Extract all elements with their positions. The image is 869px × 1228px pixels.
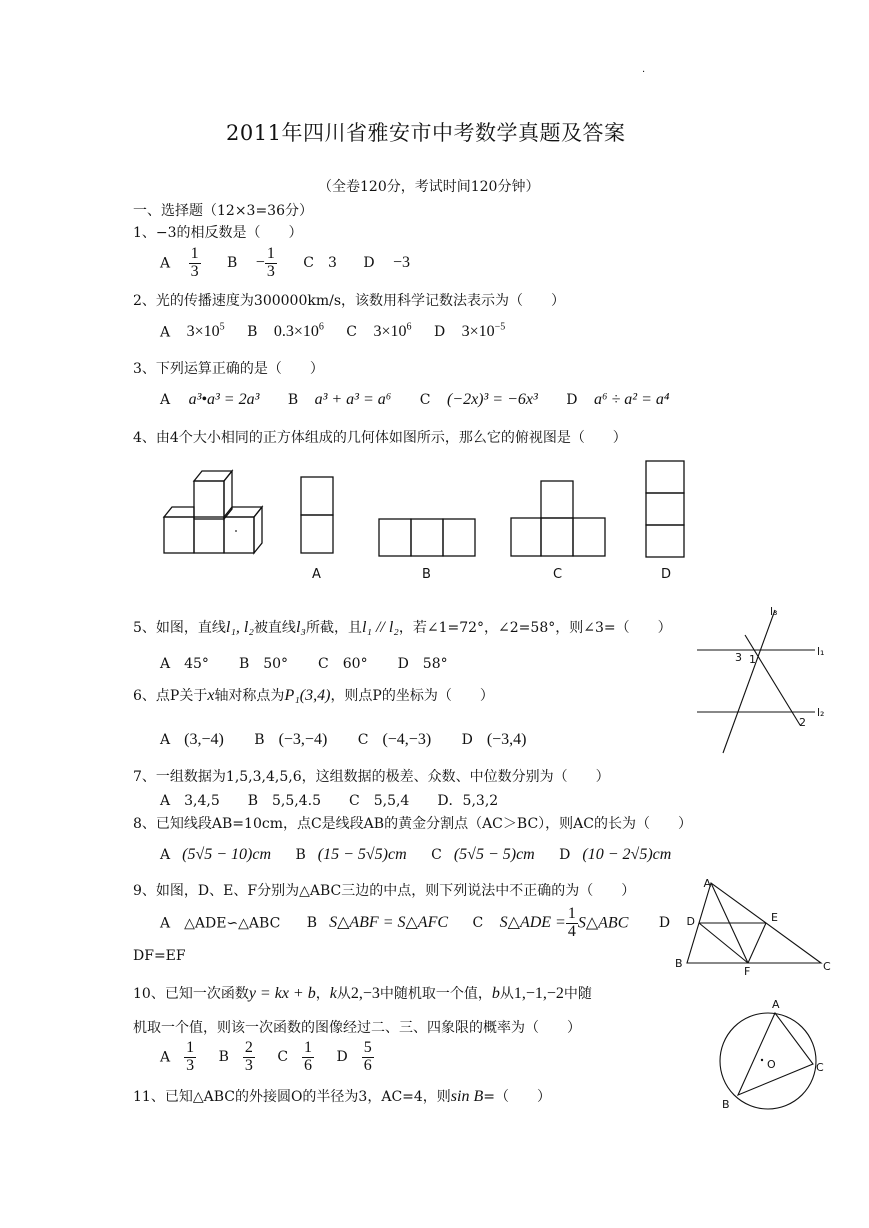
- question-1-stem: 1、−3的相反数是（ ）: [133, 225, 303, 241]
- option-d-value: $3\times 10^{-5}$: [461, 322, 506, 341]
- corner-dot: .: [642, 64, 646, 75]
- question-6-options: A (3,−4) B (−3,−4) C (−4,−3) D (−3,4): [160, 731, 527, 748]
- option-c-value: $3\times 10^6$: [373, 322, 412, 341]
- vertex-a-label: A: [772, 998, 780, 1011]
- question-9-options: A △ADE∽△ABC B S△ABF = S△AFC C S△ADE = $\frac{1}{4}$ S△ABC D: [160, 905, 671, 940]
- option-a-value: $\frac{1}{3}$: [190, 245, 199, 280]
- angle-3-label: 3: [735, 651, 742, 664]
- question-5-stem: 5、如图，直线l₁, l₂被直线l₃所截，且l₁ // l₂，若∠1=72°，∠2=58°，则∠3=（ ）: [133, 619, 672, 636]
- question-11-stem: 11、已知△ABC的外接圆O的半径为3，AC=4，则sin B=（ ）: [133, 1088, 551, 1105]
- option-d-value: −3: [393, 254, 411, 272]
- question-6-stem: 6、点P关于x轴对称点为P₁(3,4)，则点P的坐标为（ ）: [133, 687, 494, 704]
- line-l2-label: l₂: [817, 706, 825, 719]
- vertex-b-label: B: [722, 1098, 730, 1111]
- figure-label-d: D: [661, 567, 672, 582]
- vertex-f-label: F: [744, 965, 751, 978]
- vertex-a-label: A: [703, 877, 711, 890]
- vertex-b-label: B: [675, 957, 683, 970]
- figure-label-a: A: [312, 567, 321, 582]
- option-c-value: (−2x)³ = −6x³: [446, 391, 538, 408]
- question-8-stem: 8、已知线段AB=10cm，点C是线段AB的黄金分割点（AC＞BC），则AC的长为（ ）: [133, 816, 692, 832]
- line-l3-label: l₃: [770, 605, 778, 618]
- page-title: 2011年四川省雅安市中考数学真题及答案: [226, 121, 626, 145]
- question-7-stem: 7、一组数据为1,5,3,4,5,6，这组数据的极差、众数、中位数分别为（ ）: [133, 769, 610, 785]
- angle-2-label: 2: [799, 716, 806, 729]
- question-10-stem: 10、已知一次函数y = kx + b，k从2,−3中随机取一个值，b从1,−1,−2中随: [133, 985, 592, 1002]
- center-o-label: O: [767, 1058, 776, 1071]
- question-8-options: A (5√5 − 10)cm B (15 − 5√5)cm C (5√5 − 5)cm D (10 − 2√5)cm: [160, 846, 672, 863]
- exam-info: （全卷120分，考试时间120分钟）: [318, 179, 540, 195]
- vertex-d-label: D: [686, 915, 695, 928]
- question-2-stem: 2、光的传播速度为300000km/s，该数用科学记数法表示为（ ）: [133, 293, 566, 309]
- question-4-stem: 4、由4个大小相同的正方体组成的几何体如图所示，那么它的俯视图是（ ）: [133, 430, 627, 446]
- question-9-option-d-value: DF=EF: [133, 948, 186, 964]
- option-b-value: a³ + a³ = a⁶: [314, 391, 392, 408]
- angle-1-label: 1: [749, 653, 756, 666]
- question-9-stem: 9、如图，D、E、F分别为△ABC三边的中点，则下列说法中不正确的为（ ）: [133, 883, 636, 899]
- line-l1-label: l₁: [817, 645, 825, 658]
- vertex-e-label: E: [771, 911, 778, 924]
- option-b-figure: [378, 518, 478, 558]
- question-5-options: A 45° B 50° C 60° D 58°: [160, 656, 448, 672]
- option-d-value: a⁶ ÷ a² = a⁴: [593, 391, 670, 408]
- option-a-label: A: [160, 255, 171, 272]
- circumcircle-figure: [712, 995, 832, 1115]
- option-c-label: C 3: [303, 255, 337, 272]
- figure-label-c: C: [553, 567, 563, 582]
- question-1-options: A $\frac{1}{3}$ B − $\frac{1}{3}$ C 3 D −3: [160, 245, 411, 280]
- question-3-stem: 3、下列运算正确的是（ ）: [133, 361, 324, 377]
- question-7-options: A 3,4,5 B 5,5,4.5 C 5,5,4 D．5,3,2: [160, 793, 499, 809]
- question-10-options: A $\frac{1}{3}$ B $\frac{2}{3}$ C $\frac{1}{6}$ D $\frac{5}{6}$: [160, 1039, 372, 1074]
- option-b-value: $\frac{1}{3}$: [266, 245, 275, 280]
- triangle-midpoints-figure: [675, 875, 835, 978]
- option-d-figure: [645, 460, 687, 560]
- cube-solid-figure: [160, 465, 272, 557]
- option-a-value: $3\times 10^5$: [186, 322, 225, 341]
- question-3-options: A a³•a³ = 2a³ B a³ + a³ = a⁶ C (−2x)³ = −6x³ D a⁶ ÷ a² = a⁴: [160, 391, 670, 408]
- vertex-c-label: C: [823, 960, 831, 973]
- question-10-stem-line2: 机取一个值，则该一次函数的图像经过二、三、四象限的概率为（ ）: [133, 1020, 581, 1036]
- figure-label-b: B: [422, 567, 431, 582]
- option-c-figure: [510, 480, 610, 558]
- vertex-c-label: C: [816, 1061, 824, 1074]
- option-a-figure: [300, 476, 336, 556]
- option-d-label: D: [363, 255, 375, 272]
- option-b-label: B: [227, 255, 238, 272]
- option-b-value: $0.3\times 10^6$: [273, 322, 324, 341]
- option-a-value: a³•a³ = 2a³: [188, 391, 260, 408]
- parallel-lines-figure: [695, 605, 835, 755]
- question-2-options: A $3\times 10^5$ B $0.3\times 10^6$ C $3\times 10^6$ D $3\times 10^{-5}$: [160, 322, 506, 341]
- section-heading: 一、选择题（12×3=36分）: [133, 203, 313, 219]
